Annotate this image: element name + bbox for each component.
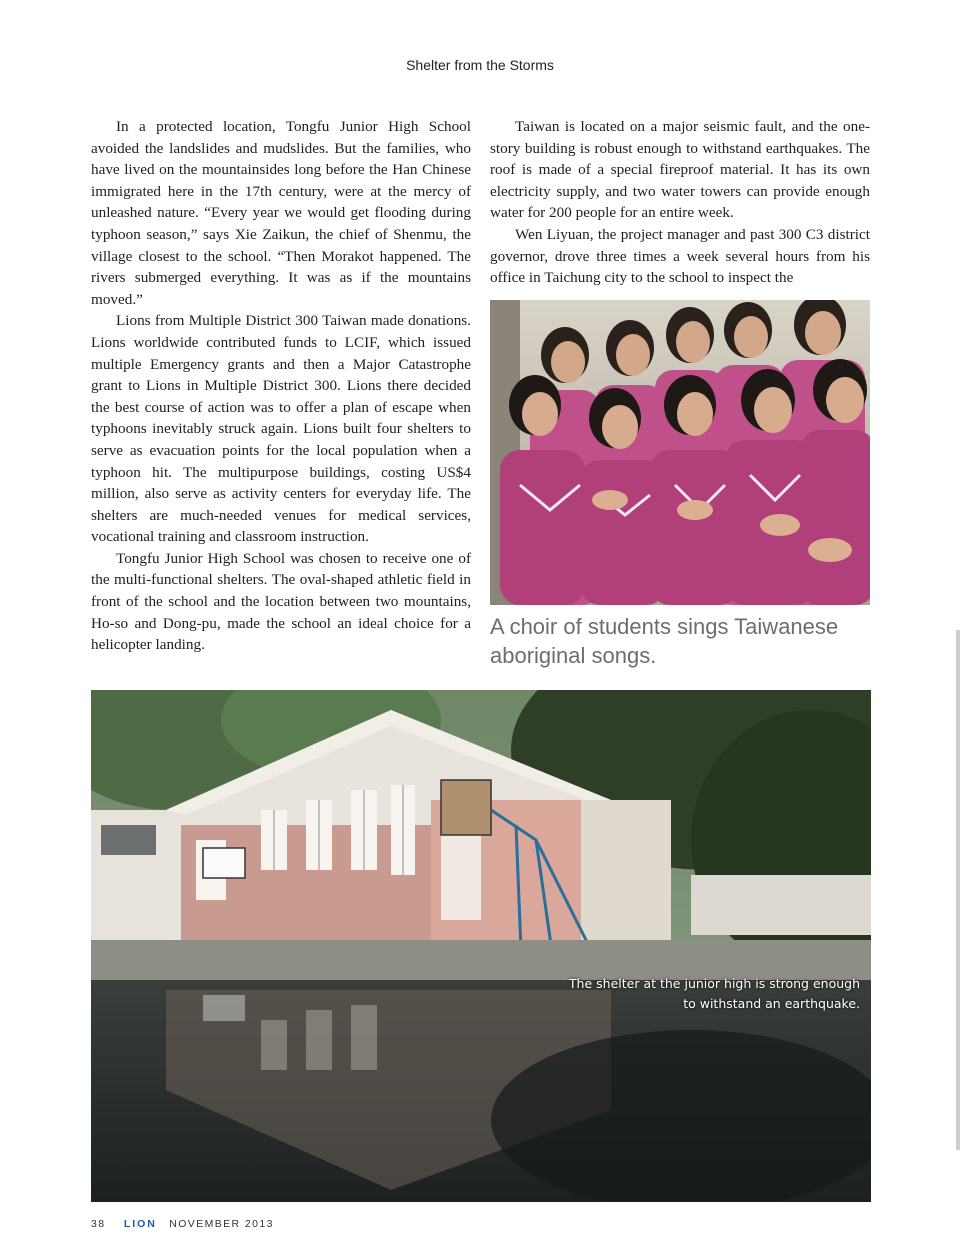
article-column-right (490, 116, 870, 289)
body-paragraph: Tongfu Junior High School was chosen to receive one of the multi-functional shelters. The oval-shaped athletic field in front of the school and the location between two mountains, Ho-so and Dong-pu, made the school an ideal choice for a helicopter landing. (91, 549, 471, 654)
choir-photo (490, 300, 870, 605)
article-column-left (91, 116, 471, 656)
running-head: Shelter from the Storms (406, 57, 554, 73)
page-edge-mark (956, 630, 960, 1150)
page-footer (91, 1218, 274, 1230)
body-paragraph: In a protected location, Tongfu Junior High School avoided the landslides and mudslides. But the families, who have lived on the mountainsides long before the Han Chinese immigrated here in the 17th century, were at the mercy of unleashed nature. “Every year we would get flooding during typhoon season,” says Xie Zaikun, the chief of Shenmu, the village closest to the school. “Then Morakot happened. The rivers submerged everything. It was as if the mountains moved.” (91, 118, 471, 308)
choir-photo-caption: A choir of students sings Taiwanese aboriginal songs. (490, 614, 839, 668)
school-photo-caption: The shelter at the junior high is strong enough to withstand an earthquake. (568, 976, 860, 1011)
choir-illustration (490, 300, 870, 605)
page-number: 38 (91, 1218, 106, 1230)
magazine-name: LION (123, 1218, 157, 1230)
body-paragraph: Taiwan is located on a major seismic fault, and the one-story building is robust enough to withstand earthquakes. The roof is made of a special fireproof material. It has its own electricity supply, and two water towers can provide enough water for 200 people for an entire week. (490, 118, 870, 222)
body-paragraph: Lions from Multiple District 300 Taiwan made donations. Lions worldwide contributed funds to LCIF, which issued multiple Emergency grants and then a Major Catastrophe grant to Lions in Multiple District 300. Lions there decided the best course of action was to offer a plan of escape when typhoons inevitably struck again. Lions built four shelters to serve as evacuation points for the local population when a typhoon hit. The multipurpose buildings, costing US$4 million, also serve as activity centers for everyday life. The shelters are much-needed venues for medical services, vocational training and classroom instruction. (91, 312, 471, 546)
school-shelter-photo (91, 690, 871, 1202)
school-illustration (91, 690, 871, 1202)
issue-date: NOVEMBER 2013 (169, 1218, 274, 1230)
body-paragraph: Wen Liyuan, the project manager and past 300 C3 district governor, drove three times a week several hours from his office in Taichung city to the school to inspect the (490, 225, 870, 287)
